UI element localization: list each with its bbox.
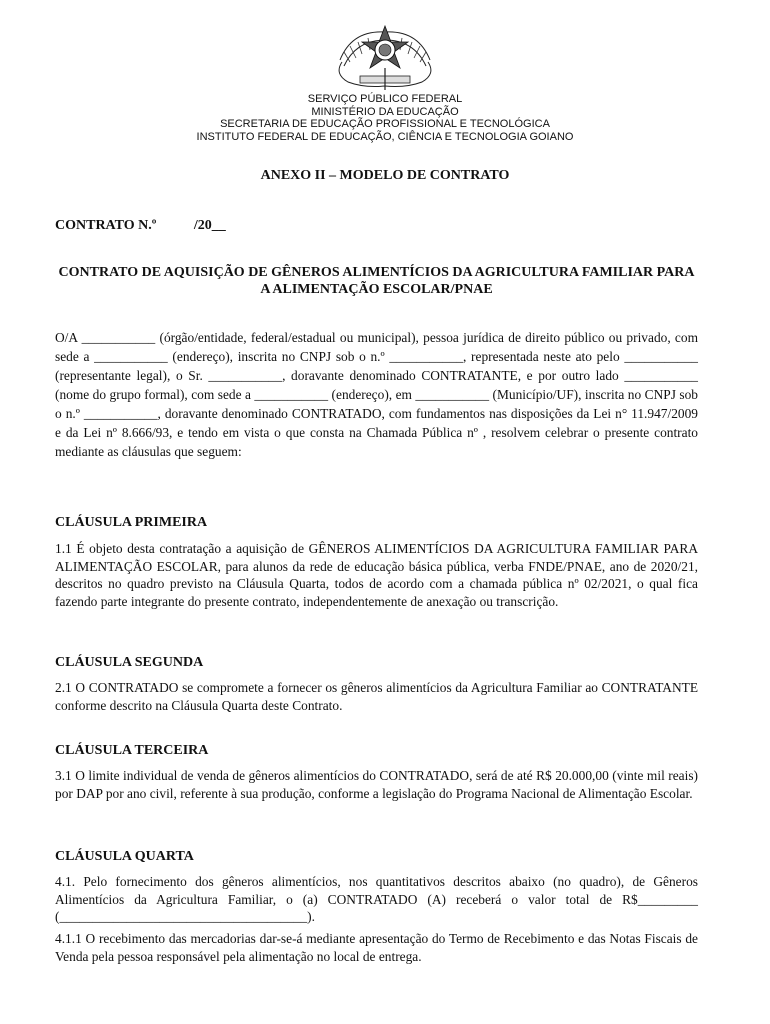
- contract-number-label: CONTRATO N.º: [55, 218, 157, 233]
- preamble-paragraph: O/A ___________ (órgão/entidade, federal/estadual ou municipal), pessoa jurídica de direito público ou privado, com sede a ___________ (endereço), inscrita no CNPJ sob o n.º ___________, representada neste ato pelo ___________ (representante legal), o Sr. ___________, doravante denominado CONTRATANTE, e por outro lado ___________ (nome do grupo formal), com sede a ___________ (endereço), em ___________ (Município/UF), inscrita no CNPJ sob o n.º ___________, doravante denominado CONTRATADO, com fundamentos nas disposições da Lei n° 11.947/2009 e da Lei nº 8.666/93, e tendo em vista o que consta na Chamada Pública nº , resolvem celebrar o presente contrato mediante as cláusulas que seguem:: [55, 330, 698, 459]
- clause-3-paragraph-1: 3.1 O limite individual de venda de gêneros alimentícios do CONTRATADO, será de até R$ 20.000,00 (vinte mil reais) por DAP por ano civil, referente à sua produção, conforme a legislação do Programa Nacional de Alimentação Escolar.: [55, 768, 698, 801]
- clause-4-paragraph-1: 4.1. Pelo fornecimento dos gêneros alimentícios, nos quantitativos descritos abaixo (no quadro), de Gêneros Alimentícios da Agricultura Familiar, o (a) CONTRATADO (A) receberá o valor total de R$_________ (_____________________________________).: [55, 874, 698, 924]
- institution-header: [0, 93, 770, 143]
- header-line-2: MINISTÉRIO DA EDUCAÇÃO: [311, 105, 459, 118]
- header-line-1: SERVIÇO PÚBLICO FEDERAL: [307, 93, 463, 105]
- contract-year: /20__: [193, 218, 226, 233]
- clause-3-heading: CLÁUSULA TERCEIRA: [55, 743, 209, 758]
- brazil-coat-of-arms-icon: [330, 22, 440, 94]
- clause-4-paragraph-2: 4.1.1 O recebimento das mercadorias dar-se-á mediante apresentação do Termo de Recebimento e das Notas Fiscais de Venda pela pessoa responsável pela alimentação no local de entrega.: [55, 931, 698, 964]
- clause-1-paragraph-1: 1.1 É objeto desta contratação a aquisição de GÊNEROS ALIMENTÍCIOS DA AGRICULTURA FAMILIAR PARA ALIMENTAÇÃO ESCOLAR, para alunos da rede de educação básica pública, verba FNDE/PNAE, ano de 2020/21, descritos no quadro previsto na Cláusula Quarta, todos de acordo com a chamada pública nº 02/2021, o qual fica fazendo parte integrante do presente contrato, independentemente de anexação ou transcrição.: [55, 541, 698, 609]
- clause-1-heading: CLÁUSULA PRIMEIRA: [55, 515, 208, 530]
- contract-number: [55, 218, 226, 234]
- clause-2-paragraph-1: 2.1 O CONTRATADO se compromete a fornecer os gêneros alimentícios da Agricultura Familiar ao CONTRATANTE conforme descrito na Cláusula Quarta deste Contrato.: [55, 680, 698, 713]
- clause-2-heading: CLÁUSULA SEGUNDA: [55, 655, 204, 670]
- contract-subject-title: CONTRATO DE AQUISIÇÃO DE GÊNEROS ALIMENTÍCIOS DA AGRICULTURA FAMILIAR PARA A ALIMENTAÇÃO ESCOLAR/PNAE: [58, 265, 695, 297]
- header-line-3: SECRETARIA DE EDUCAÇÃO PROFISSIONAL E TECNOLÓGICA: [220, 118, 550, 130]
- clause-4-heading: CLÁUSULA QUARTA: [55, 849, 194, 864]
- header-line-4: INSTITUTO FEDERAL DE EDUCAÇÃO, CIÊNCIA E TECNOLOGIA GOIANO: [196, 130, 574, 143]
- annex-title: ANEXO II – MODELO DE CONTRATO: [260, 168, 510, 183]
